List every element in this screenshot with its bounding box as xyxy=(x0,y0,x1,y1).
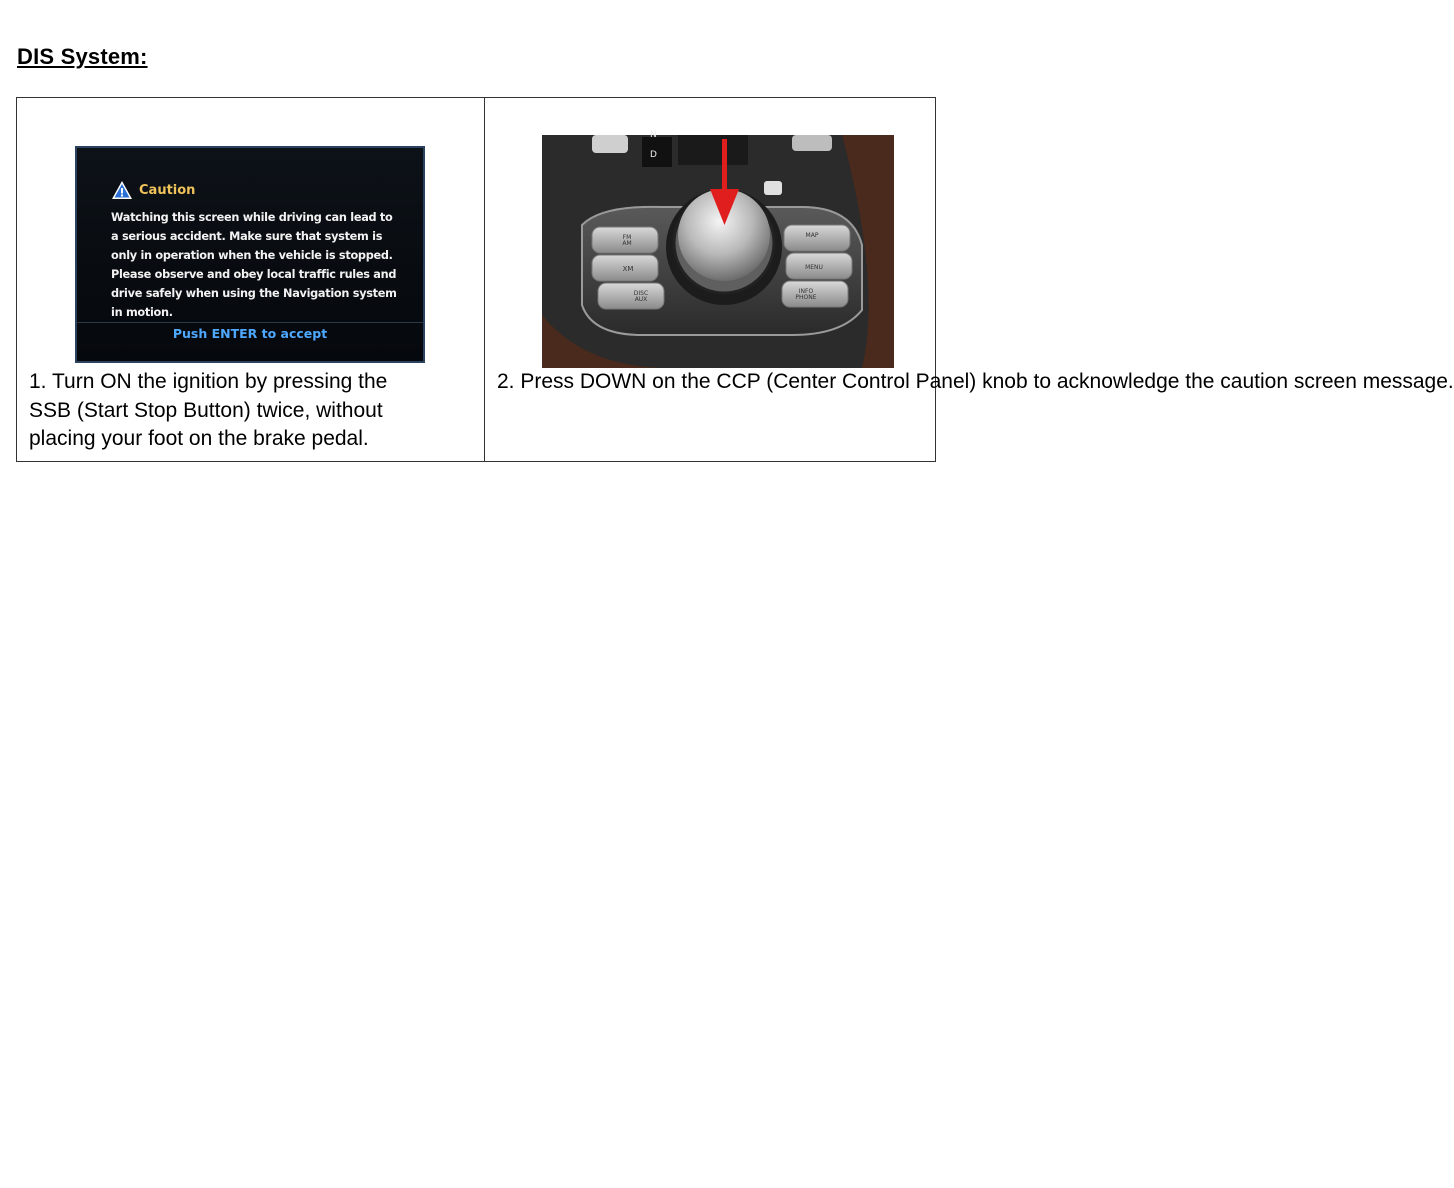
step-2-text: 2. Press DOWN on the CCP (Center Control Panel) knob to acknowledge the caution screen message. xyxy=(497,370,1454,393)
menu-label: MENU xyxy=(805,264,823,271)
disc-aux-button[interactable] xyxy=(598,283,664,309)
map-label: MAP xyxy=(805,232,819,239)
gear-n-label: N xyxy=(650,130,657,140)
caution-line: a serious accident. Make sure that system is xyxy=(111,230,383,243)
step-1-cell xyxy=(17,98,485,461)
caution-message xyxy=(111,208,411,322)
step-1-text: 1. Turn ON the ignition by pressing the SSB (Start Stop Button) twice, without placing your foot on the brake pedal. xyxy=(29,370,388,450)
center-console-photo xyxy=(542,130,894,368)
warning-triangle-icon xyxy=(111,180,133,200)
caution-title: Caution xyxy=(139,182,196,198)
caution-line: only in operation when the vehicle is stopped. xyxy=(111,249,393,262)
caution-line: in motion. xyxy=(111,306,173,319)
caution-header xyxy=(111,180,195,200)
document-heading: DIS System: xyxy=(17,44,148,69)
console-drawing xyxy=(542,130,894,368)
disc-aux-label: DISC AUX xyxy=(633,290,649,303)
gear-d-label: D xyxy=(650,150,657,160)
steps-table xyxy=(16,97,1454,462)
fm-am-label: FM AM xyxy=(622,234,632,247)
caution-line: Please observe and obey local traffic rules and xyxy=(111,268,397,281)
push-enter-prompt: Push ENTER to accept xyxy=(77,322,423,341)
info-phone-label: INFO PHONE xyxy=(795,288,817,301)
caution-line: drive safely when using the Navigation system xyxy=(111,287,397,300)
caution-screen-image xyxy=(75,146,425,363)
xm-label: XM xyxy=(622,265,634,273)
step-2-cell xyxy=(485,98,1454,461)
caution-line: Watching this screen while driving can lead to xyxy=(111,211,393,224)
